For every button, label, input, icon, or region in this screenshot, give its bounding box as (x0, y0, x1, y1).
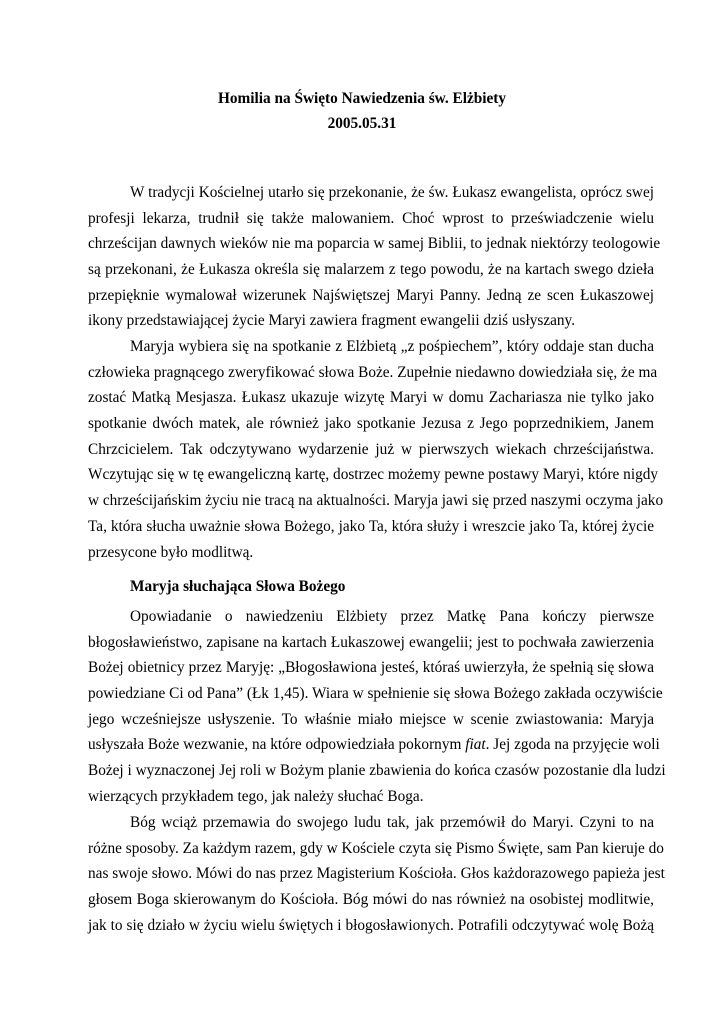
paragraph-line: przepięknie wymalował wizerunek Najświętszej Maryi Panny. Jedną ze scen Łukaszowej (88, 286, 654, 304)
paragraph-line: przesycone było modlitwą. (88, 543, 254, 561)
paragraph-line: Chrzcicielem. Tak odczytywano wydarzenie już w pierwszych wiekach chrześcijaństwa. (88, 440, 654, 458)
paragraph-line: Ta, która słucha uważnie słowa Bożego, jako Ta, która służy i wreszcie jako Ta, której życie (88, 517, 654, 535)
paragraph-line: Bożej obietnicy przez Maryję: „Błogosławiona jesteś, któraś uwierzyła, że spełnią się słowa (88, 659, 654, 677)
paragraph-line: nas swoje słowo. Mówi do nas przez Magisterium Kościoła. Głos każdorazowego papieża jest (88, 865, 665, 883)
paragraph-line: wierzących przykładem tego, jak należy słuchać Boga. (88, 787, 424, 805)
paragraph-line: Wczytując się w tę ewangeliczną kartę, dostrzec możemy pewne postawy Maryi, które nigdy (88, 466, 659, 484)
paragraph-4 (88, 810, 665, 938)
paragraph-line: różne sposoby. Za każdym razem, gdy w Kościele czyta się Pismo Święte, sam Pan kieruje do (88, 839, 664, 857)
document-date: 2005.05.31 (327, 115, 397, 132)
paragraph-line: W tradycji Kościelnej utarło się przekonanie, że św. Łukasz ewangelista, oprócz swej (130, 184, 654, 201)
paragraph-line: profesji lekarza, trudnił się także malowaniem. Choć wprost to przeświadczenie wielu (88, 209, 654, 227)
paragraph-line: w chrześcijańskim życiu nie tracą na aktualności. Maryja jawi się przed naszymi oczyma jako (88, 492, 664, 510)
paragraph-line: błogosławieństwo, zapisane na kartach Łukaszowej ewangelii; jest to pochwała zawierzenia (88, 633, 654, 651)
paragraph-line: Maryja wybiera się na spotkanie z Elżbietą „z pośpiechem”, który oddaje stan ducha (130, 338, 654, 355)
paragraph-line: spotkanie dwóch matek, ale również jako spotkanie Jezusa z Jego poprzednikiem, Janem (88, 415, 654, 433)
paragraph-line: ikony przedstawiającej życie Maryi zawiera fragment ewangelii dziś usłyszany. (88, 312, 576, 330)
line-end-text: . Jej zgoda na przyjęcie woli (485, 736, 660, 754)
paragraph-line (88, 732, 660, 758)
paragraph-2 (88, 334, 664, 565)
paragraph-line: człowieka pragnącego zweryfikować słowa Boże. Zupełnie niedawno dowiedziała się, że ma (88, 363, 658, 381)
paragraph-line: powiedziane Ci od Pana” (Łk 1,45). Wiara w spełnienie się słowa Bożego zakłada oczywiście (88, 685, 663, 703)
paragraph-line: jego wcześniejsze usłyszenie. To właśnie miało miejsce w scenie zwiastowania: Maryja (88, 710, 654, 728)
italic-word: fiat (465, 736, 486, 754)
line-start-text: usłyszała Boże wezwanie, na które odpowiedziała pokornym (88, 736, 466, 754)
paragraph-line: Bóg wciąż przemawia do swojego ludu tak, jak przemówił do Maryi. Czyni to na (130, 814, 654, 831)
section-heading: Maryja słuchająca Słowa Bożego (130, 578, 346, 595)
paragraph-line: są przekonani, że Łukasza określa się malarzem z tego powodu, że na kartach swego dzieła (88, 261, 654, 279)
paragraph-line: zostać Matką Mesjasza. Łukasz ukazuje wizytę Maryi w domu Zachariasza nie tylko jako (88, 389, 654, 407)
paragraph-line: Bożej i wyznaczonej Jej roli w Bożym planie zbawienia do końca czasów pozostanie dla ludzi (88, 762, 666, 780)
document-title: Homilia na Święto Nawiedzenia św. Elżbiety (217, 90, 507, 107)
paragraph-line: chrześcijan dawnych wieków nie ma poparcia w samej Biblii, to jednak niektórzy teologowie (88, 235, 661, 253)
paragraph-3 (88, 604, 666, 810)
paragraph-line: jak to się działo w życiu wielu świętych i błogosławionych. Potrafili odczytywać wolę Bożą (88, 916, 654, 934)
paragraph-line: głosem Boga skierowanym do Kościoła. Bóg mówi do nas również na osobistej modlitwie, (88, 891, 654, 909)
paragraph-1 (88, 180, 661, 334)
paragraph-line: Opowiadanie o nawiedzeniu Elżbiety przez Matkę Pana kończy pierwsze (130, 608, 654, 625)
